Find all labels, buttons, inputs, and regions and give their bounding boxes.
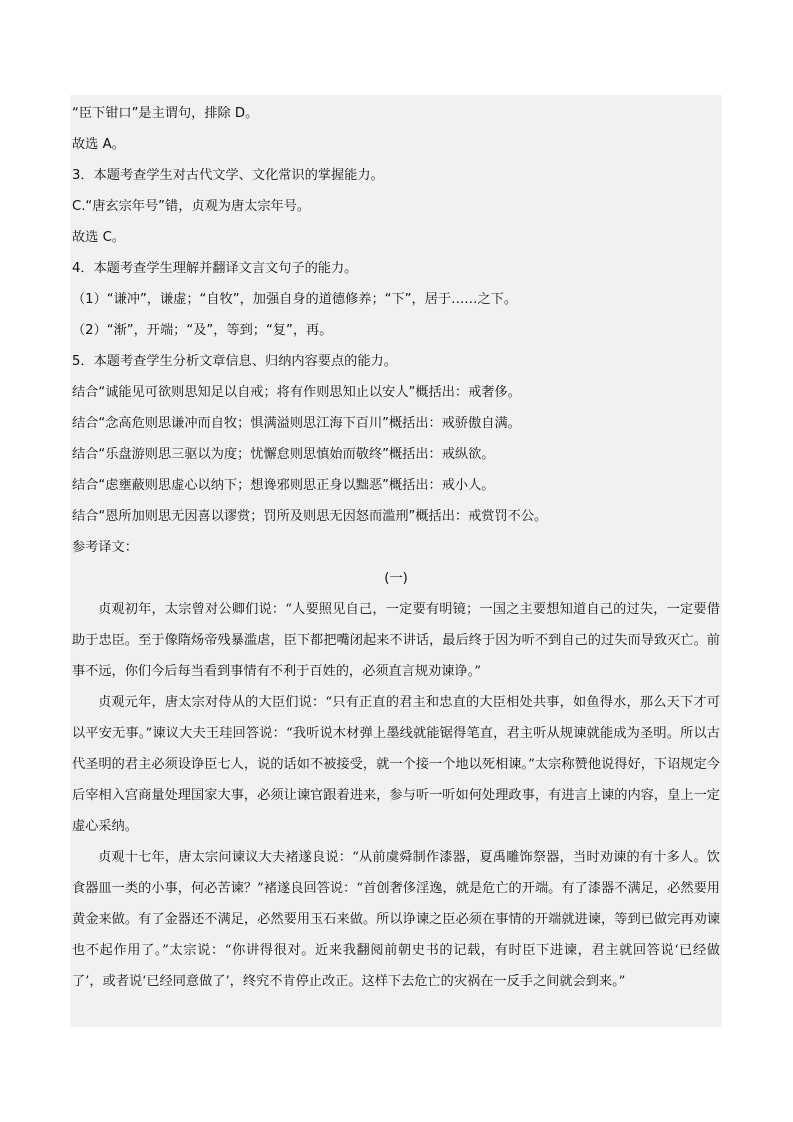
answer-line: 结合“虑壅蔽则思虚心以纳下；想谗邪则思正身以黜恶”概括出：戒小人。 (72, 478, 495, 493)
answer-line: 结合“诚能见可欲则思知足以自戒；将有作则思知止以安人”概括出：戒奢侈。 (72, 385, 521, 400)
answer-line: “臣下钳口”是主谓句，排除 D。 (72, 106, 259, 121)
answer-line: 故选 C。 (72, 230, 125, 245)
answer-line: （1）“谦冲”，谦虚；“自牧”，加强自身的道德修养；“下”，居于……之下。 (72, 292, 518, 307)
answer-line: 结合“乐盘游则思三驱以为度；忧懈怠则思慎始而敬终”概括出：戒纵欲。 (72, 447, 495, 462)
answer-content (72, 98, 720, 997)
answer-line: 参考译文： (72, 540, 138, 555)
translation-paragraph: 贞观元年，唐太宗对侍从的大臣们说：“只有正直的君主和忠直的大臣相处共事，如鱼得水，那么天下才可以平安无事。”谏议大夫王珪回答说：“我听说木材弹上墨线就能锯得笔直，君主听从规谏就能成为圣明。所以古代圣明的君主必须设诤臣七人，说的话如不被接受，就一个接一个地以死相谏。”太宗称赞他说得好，下诏规定今后宰相入宫商量处理国家大事，必须让谏官跟着进来，参与听一听如何处理政事，有进言上谏的内容，皇上一定虚心采纳。 (72, 695, 720, 834)
answer-line: 5．本题考查学生分析文章信息、归纳内容要点的能力。 (72, 354, 397, 369)
answer-line: （2）“渐”，开端；“及”，等到；“复”，再。 (72, 323, 333, 338)
answer-line: 结合“恩所加则思无因喜以谬赏；罚所及则思无因怒而滥刑”概括出：戒赏罚不公。 (72, 509, 548, 524)
translation-paragraph: 贞观初年，太宗曾对公卿们说：“人要照见自己，一定要有明镜；一国之主要想知道自己的过失，一定要借助于忠臣。至于像隋炀帝残暴滥虐，臣下都把嘴闭起来不讲话，最后终于因为听不到自己的过失而导致灭亡。前事不远，你们今后每当看到事情有不利于百姓的，必须直言规劝谏诤。” (72, 602, 720, 679)
answer-line: C.“唐玄宗年号”错，贞观为唐太宗年号。 (72, 199, 311, 214)
answer-line: 4．本题考查学生理解并翻译文言文句子的能力。 (72, 261, 358, 276)
answer-line: 结合“念高危则思谦冲而自牧；惧满溢则思江海下百川”概括出：戒骄傲自满。 (72, 416, 521, 431)
answer-line: 故选 A。 (72, 137, 125, 152)
answer-line: 3．本题考查学生对古代文学、文化常识的掌握能力。 (72, 168, 384, 183)
translation-paragraph: 贞观十七年，唐太宗问谏议大夫褚遂良说：“从前虞舜制作漆器，夏禹雕饰祭器，当时劝谏的有十多人。饮食器皿一类的小事，何必苦谏？”褚遂良回答说：“首创奢侈淫逸，就是危亡的开端。有了漆器不满足，必然要用黄金来做。有了金器还不满足，必然要用玉石来做。所以诤谏之臣必须在事情的开端就进谏，等到已做完再劝谏也不起作用了。”太宗说：“你讲得很对。近来我翻阅前朝史书的记载，有时臣下进谏，君主就回答说‘已经做了’，或者说‘已经同意做了’，终究不肯停止改正。这样下去危亡的灾祸在一反手之间就会到来。” (72, 850, 720, 989)
translation-heading: (一) (384, 571, 408, 586)
